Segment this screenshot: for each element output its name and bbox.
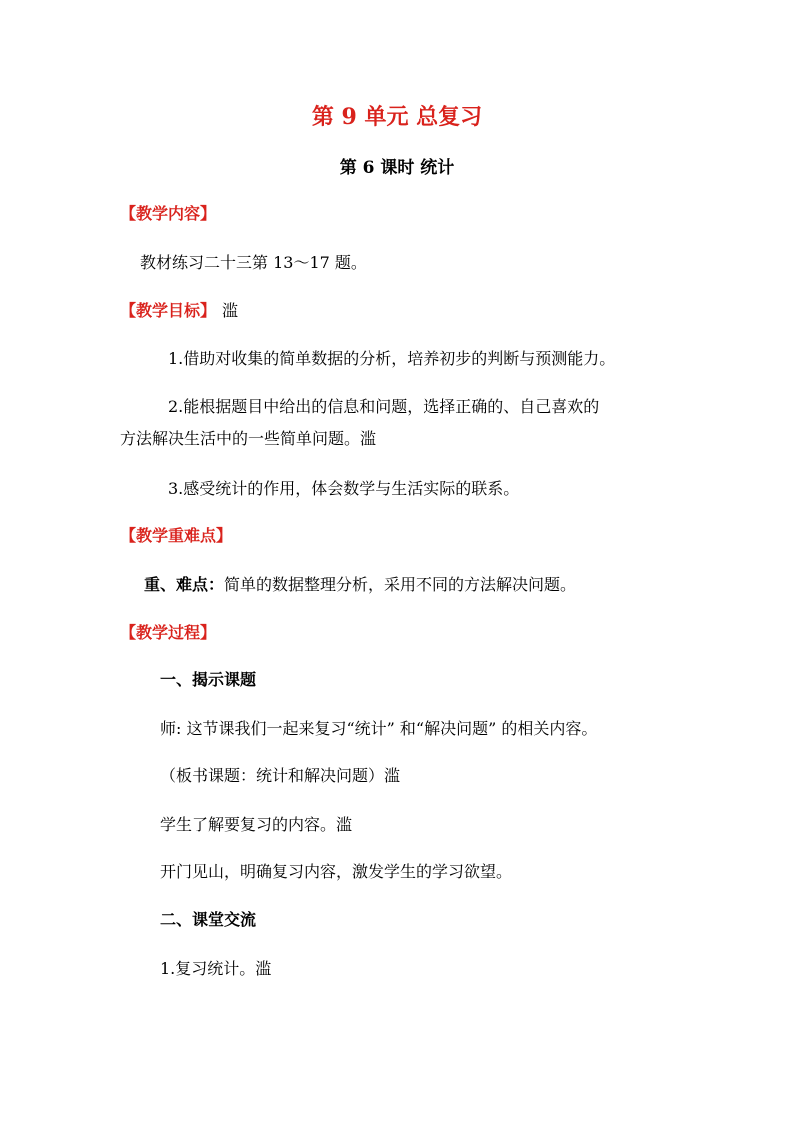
key-points-line [144, 575, 576, 595]
goal-item-1: 1.借助对收集的简单数据的分析，培养初步的判断与预测能力。 [168, 349, 616, 368]
goal-item-2-line-1: 2.能根据题目中给出的信息和问题，选择正确的、自己喜欢的 [168, 397, 600, 416]
goal-item-3: 3.感受统计的作用，体会数学与生活实际的联系。 [168, 479, 520, 498]
process-line-5: 1.复习统计。滥 [160, 959, 272, 978]
section-heading-key-points: 【教学重难点】 [120, 526, 233, 545]
goals-heading-mark: 滥 [222, 301, 239, 320]
section-heading-process: 【教学过程】 [120, 623, 217, 642]
process-part-2-title: 二、课堂交流 [160, 910, 257, 929]
goals-heading-label: 【教学目标】 [120, 301, 217, 320]
key-points-text: 简单的数据整理分析，采用不同的方法解决问题。 [224, 575, 577, 594]
key-points-label: 重、难点： [144, 575, 225, 594]
process-line-2: （板书课题：统计和解决问题）滥 [160, 766, 401, 785]
process-line-1: 师: 这节课我们一起来复习“统计” 和“解决问题” 的相关内容。 [160, 719, 598, 738]
section-heading-goals [120, 301, 238, 321]
page-title: 第 9 单元 总复习 [311, 104, 483, 130]
goal-item-2-line-2: 方法解决生活中的一些简单问题。滥 [120, 429, 377, 448]
process-line-3: 学生了解要复习的内容。滥 [160, 815, 353, 834]
content-text: 教材练习二十三第 13～17 题。 [140, 253, 367, 272]
section-heading-content: 【教学内容】 [120, 204, 217, 223]
lesson-subtitle: 第 6 课时 统计 [339, 158, 455, 178]
process-line-4: 开门见山，明确复习内容，激发学生的学习欲望。 [160, 862, 513, 881]
process-part-1-title: 一、揭示课题 [160, 670, 257, 689]
